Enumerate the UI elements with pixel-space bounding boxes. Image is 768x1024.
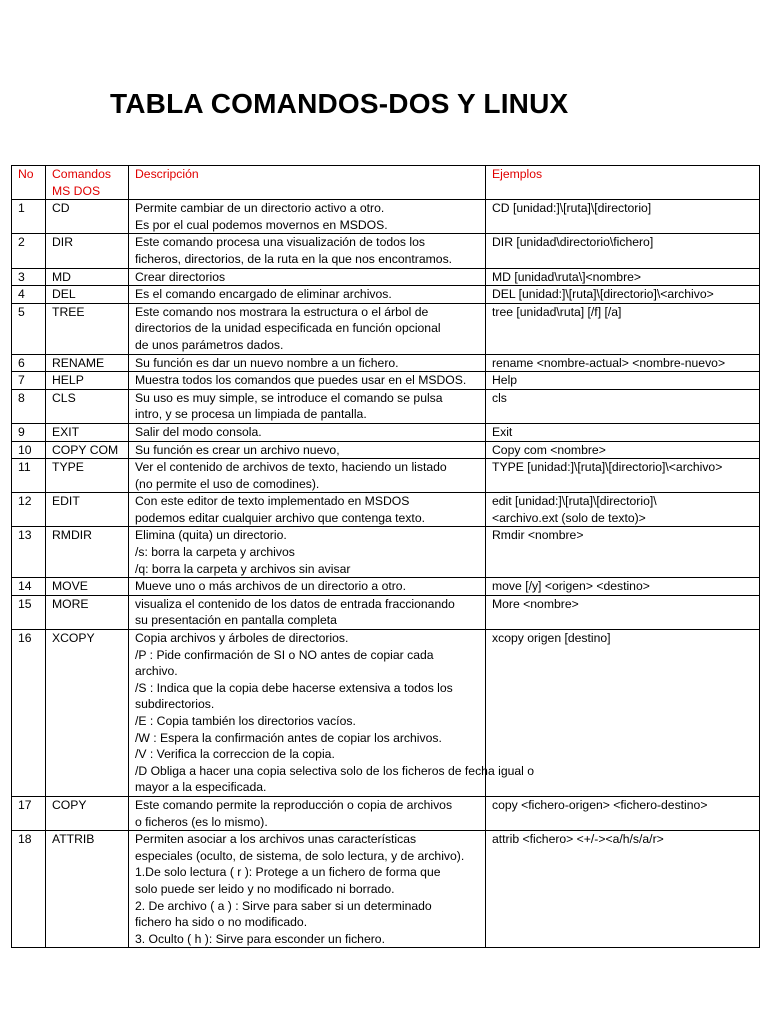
table-row (12, 595, 760, 629)
cell-no: 13 (12, 527, 46, 578)
table-row (12, 831, 760, 948)
cell-command: COPY (46, 796, 129, 830)
header-description: Descripción (129, 166, 486, 200)
cell-no: 3 (12, 268, 46, 286)
cell-no: 18 (12, 831, 46, 948)
cell-command: EXIT (46, 423, 129, 441)
cell-no: 16 (12, 630, 46, 797)
cell-description: Elimina (quita) un directorio. /s: borra la carpeta y archivos /q: borra la carpeta y archivos sin avisar (129, 527, 486, 578)
cell-example: edit [unidad:]\[ruta]\[directorio]\ <archivo.ext (solo de texto)> (486, 493, 760, 527)
cell-description: Ver el contenido de archivos de texto, haciendo un listado (no permite el uso de comodines). (129, 459, 486, 493)
table-row (12, 459, 760, 493)
cell-example: copy <fichero-origen> <fichero-destino> (486, 796, 760, 830)
cell-example: DIR [unidad\directorio\fichero] (486, 234, 760, 268)
cell-description: Crear directorios (129, 268, 486, 286)
cell-description: Mueve uno o más archivos de un directorio a otro. (129, 578, 486, 596)
cell-no: 5 (12, 303, 46, 354)
cell-description: Este comando nos mostrara la estructura o el árbol de directorios de la unidad especificada en función opcional de unos parámetros dados. (129, 303, 486, 354)
cell-no: 1 (12, 200, 46, 234)
cell-command: DIR (46, 234, 129, 268)
cell-command: HELP (46, 372, 129, 390)
cell-example: Rmdir <nombre> (486, 527, 760, 578)
cell-description: Permiten asociar a los archivos unas características especiales (oculto, de sistema, de solo lectura, y de archivo). 1.De solo lectura ( r ): Protege a un fichero de forma que solo puede ser leido y no modificado ni borrado. 2. De archivo ( a ) : Sirve para saber si un determinado fichero ha sido o no modificado. 3. Oculto ( h ): Sirve para esconder un fichero. (129, 831, 486, 948)
cell-example: rename <nombre-actual> <nombre-nuevo> (486, 354, 760, 372)
cell-no: 7 (12, 372, 46, 390)
table-header-row (12, 166, 760, 200)
cell-description: Salir del modo consola. (129, 423, 486, 441)
cell-description: Copia archivos y árboles de directorios. /P : Pide confirmación de SI o NO antes de copiar cada archivo. /S : Indica que la copia debe hacerse extensiva a todos los subdirectorios. /E : Copia también los directorios vacíos. /W : Espera la confirmación antes de copiar los archivos. /V : Verifica la correccion de la copia. /D Obliga a hacer una copia selectiva solo de los ficheros de fecha igual o mayor a la especificada. (129, 630, 486, 797)
table-row (12, 578, 760, 596)
cell-description: Es el comando encargado de eliminar archivos. (129, 286, 486, 304)
cell-example: tree [unidad\ruta] [/f] [/a] (486, 303, 760, 354)
table-row (12, 303, 760, 354)
cell-no: 8 (12, 389, 46, 423)
cell-description: visualiza el contenido de los datos de entrada fraccionando su presentación en pantalla completa (129, 595, 486, 629)
commands-table (11, 165, 760, 948)
cell-command: CLS (46, 389, 129, 423)
cell-command: XCOPY (46, 630, 129, 797)
table-row (12, 354, 760, 372)
cell-example: attrib <fichero> <+/-><a/h/s/a/r> (486, 831, 760, 948)
table-row (12, 234, 760, 268)
table-row (12, 527, 760, 578)
cell-no: 14 (12, 578, 46, 596)
table-row (12, 268, 760, 286)
cell-example: move [/y] <origen> <destino> (486, 578, 760, 596)
header-commands: Comandos MS DOS (46, 166, 129, 200)
header-no: No (12, 166, 46, 200)
cell-example: DEL [unidad:]\[ruta]\[directorio]\<archivo> (486, 286, 760, 304)
cell-description: Su uso es muy simple, se introduce el comando se pulsa intro, y se procesa un limpiada de pantalla. (129, 389, 486, 423)
table-row (12, 286, 760, 304)
page-title: TABLA COMANDOS-DOS Y LINUX (110, 88, 569, 119)
cell-description: Permite cambiar de un directorio activo a otro. Es por el cual podemos movernos en MSDOS. (129, 200, 486, 234)
cell-example: Exit (486, 423, 760, 441)
cell-example: cls (486, 389, 760, 423)
cell-description: Muestra todos los comandos que puedes usar en el MSDOS. (129, 372, 486, 390)
cell-example: CD [unidad:]\[ruta]\[directorio] (486, 200, 760, 234)
cell-command: RMDIR (46, 527, 129, 578)
cell-description: Su función es crear un archivo nuevo, (129, 441, 486, 459)
cell-example: Help (486, 372, 760, 390)
table-row (12, 441, 760, 459)
cell-command: RENAME (46, 354, 129, 372)
cell-no: 2 (12, 234, 46, 268)
cell-command: TREE (46, 303, 129, 354)
cell-description: Este comando procesa una visualización de todos los ficheros, directorios, de la ruta en la que nos encontramos. (129, 234, 486, 268)
cell-example: Copy com <nombre> (486, 441, 760, 459)
cell-description: Este comando permite la reproducción o copia de archivos o ficheros (es lo mismo). (129, 796, 486, 830)
cell-no: 15 (12, 595, 46, 629)
cell-no: 17 (12, 796, 46, 830)
table-row (12, 796, 760, 830)
cell-no: 10 (12, 441, 46, 459)
cell-command: ATTRIB (46, 831, 129, 948)
cell-command: DEL (46, 286, 129, 304)
cell-no: 6 (12, 354, 46, 372)
cell-no: 4 (12, 286, 46, 304)
cell-example: xcopy origen [destino] (486, 630, 760, 797)
table-row (12, 200, 760, 234)
cell-description: Su función es dar un nuevo nombre a un fichero. (129, 354, 486, 372)
cell-description: Con este editor de texto implementado en MSDOS podemos editar cualquier archivo que contenga texto. (129, 493, 486, 527)
table-row (12, 389, 760, 423)
cell-example: More <nombre> (486, 595, 760, 629)
cell-command: EDIT (46, 493, 129, 527)
cell-command: MORE (46, 595, 129, 629)
cell-command: COPY COM (46, 441, 129, 459)
cell-no: 12 (12, 493, 46, 527)
cell-no: 9 (12, 423, 46, 441)
cell-command: MOVE (46, 578, 129, 596)
table-row (12, 630, 760, 797)
cell-example: MD [unidad\ruta\]<nombre> (486, 268, 760, 286)
table-row (12, 493, 760, 527)
table-row (12, 423, 760, 441)
cell-command: MD (46, 268, 129, 286)
cell-command: TYPE (46, 459, 129, 493)
cell-command: CD (46, 200, 129, 234)
header-examples: Ejemplos (486, 166, 760, 200)
cell-example: TYPE [unidad:]\[ruta]\[directorio]\<archivo> (486, 459, 760, 493)
table-row (12, 372, 760, 390)
cell-no: 11 (12, 459, 46, 493)
